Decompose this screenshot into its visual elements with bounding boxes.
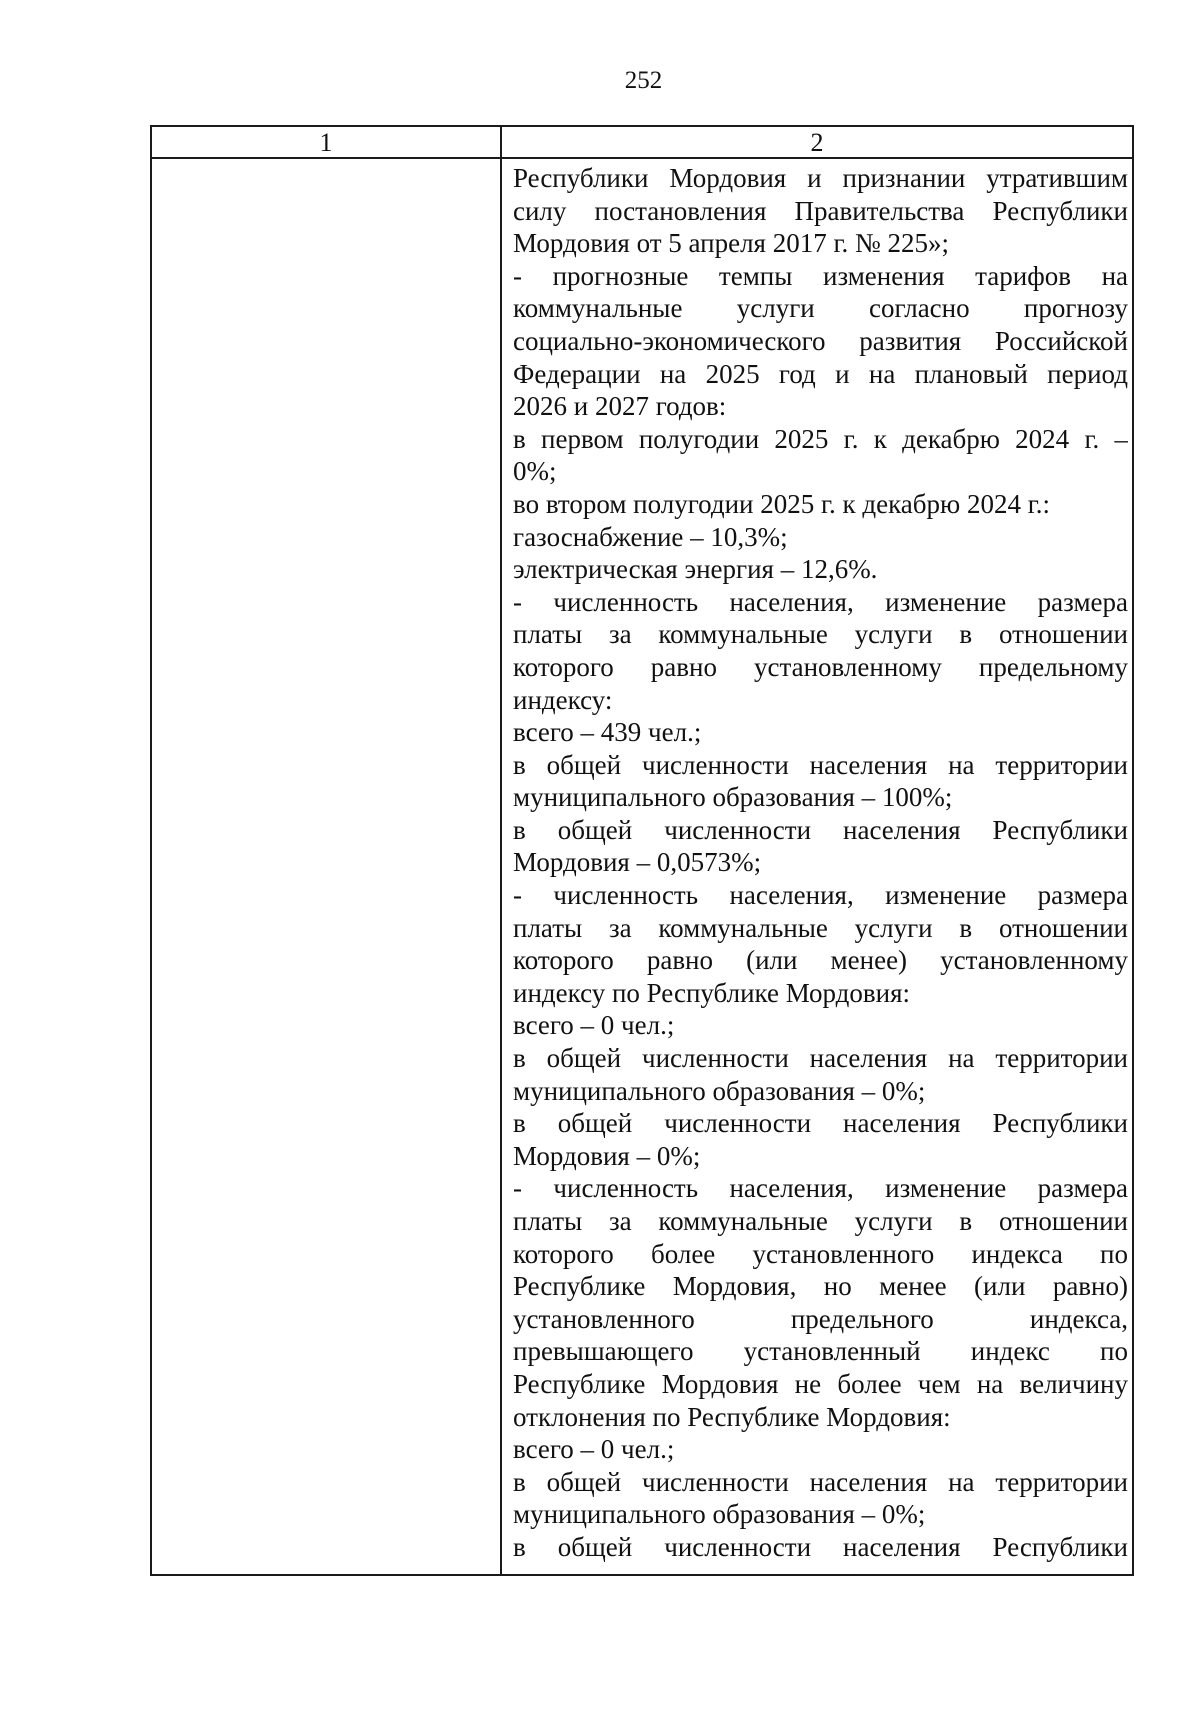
text-line: электрическая энергия – 12,6%. [513, 554, 878, 585]
text-line: индексу по Республике Мордовия: [513, 977, 911, 1008]
text-line: всего – 0 чел.; [513, 1010, 675, 1041]
text-line: - численность населения, изменение размера [513, 586, 1128, 617]
text-line: коммунальные услуги согласно прогнозу [513, 293, 1128, 324]
text-line: в общей численности населения на территории [513, 749, 1128, 780]
text-line: Мордовия от 5 апреля 2017 г. № 225»; [513, 228, 950, 259]
header-cell-col2: 2 [810, 128, 824, 157]
text-line: платы за коммунальные услуги в отношении [513, 912, 1128, 943]
text-line: которого равно (или менее) установленному [513, 945, 1128, 976]
text-line: муниципального образования – 0%; [513, 1075, 926, 1106]
column-divider [500, 127, 502, 1574]
table-header-row [152, 127, 1132, 159]
text-line: в общей численности населения Республики [513, 1108, 1128, 1139]
text-line: в общей численности населения на территории [513, 1466, 1128, 1497]
text-line: муниципального образования – 100%; [513, 782, 953, 813]
text-line: Республике Мордовия не более чем на величину [513, 1368, 1128, 1399]
text-line: индексу: [513, 684, 613, 715]
text-line: силу постановления Правительства Республики [513, 195, 1128, 226]
text-line: - численность населения, изменение размера [513, 880, 1128, 911]
text-line: - прогнозные темпы изменения тарифов на [513, 260, 1128, 291]
text-line: в общей численности населения на территории [513, 1043, 1128, 1074]
text-line: Мордовия – 0%; [513, 1140, 701, 1171]
text-line: Федерации на 2025 год и на плановый период [513, 358, 1128, 389]
text-line: 0%; [513, 456, 557, 487]
header-cell-col1: 1 [319, 128, 333, 157]
text-line: - численность населения, изменение размера [513, 1173, 1128, 1204]
text-line: превышающего установленный индекс по [513, 1336, 1128, 1367]
col1-cell-empty [152, 159, 500, 1574]
text-line: платы за коммунальные услуги в отношении [513, 1206, 1128, 1236]
text-line: которого равно установленному предельному [513, 651, 1128, 682]
text-line: которого более установленного индекса по [513, 1238, 1128, 1269]
text-line: платы за коммунальные услуги в отношении [513, 619, 1128, 650]
text-line: отклонения по Республике Мордовия: [513, 1401, 951, 1432]
page-number: 252 [624, 67, 663, 94]
text-line: муниципального образования – 0%; [513, 1499, 926, 1530]
text-line: во втором полугодии 2025 г. к декабрю 2024 г.: [513, 488, 1050, 519]
document-table [150, 125, 1134, 1576]
text-line: 2026 и 2027 годов: [513, 391, 727, 422]
text-line: газоснабжение – 10,3%; [513, 521, 788, 552]
text-line: в первом полугодии 2025 г. к декабрю 2024 г. – [513, 423, 1128, 454]
text-line: установленного предельного индекса, [513, 1303, 1128, 1334]
text-line: в общей численности населения Республики [513, 814, 1128, 845]
text-line: Республики Мордовия и признании утратившим [513, 163, 1128, 193]
text-line: социально-экономического развития Российской [513, 325, 1128, 356]
text-line: Республике Мордовия, но менее (или равно) [513, 1271, 1128, 1302]
text-line: всего – 0 чел.; [513, 1434, 675, 1465]
text-line: всего – 439 чел.; [513, 717, 702, 748]
text-line: в общей численности населения Республики [513, 1531, 1128, 1562]
col2-cell-text [513, 162, 1128, 1564]
text-line: Мордовия – 0,0573%; [513, 847, 762, 878]
